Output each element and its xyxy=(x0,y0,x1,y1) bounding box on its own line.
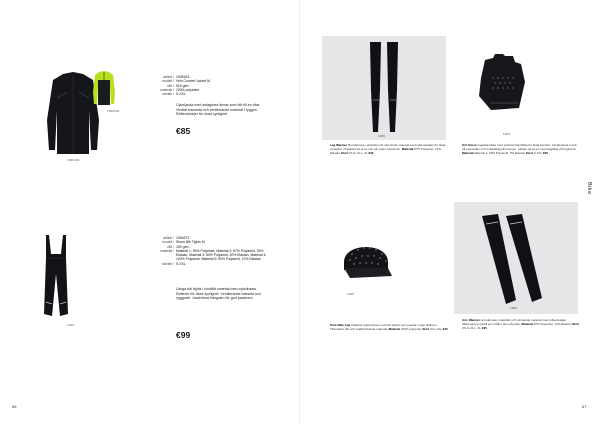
spec-value: S-XXL xyxy=(176,261,186,266)
spec-row xyxy=(148,249,270,262)
right-page xyxy=(300,0,600,424)
glove-material: Material 1: 95% Polyamid, 5% Elastan xyxy=(474,151,526,156)
cap-text: Klassisk cykelmössa med kort skärm som passar under hjälmen. Tillverkad i lätt och snabbtorkande material. xyxy=(330,323,438,332)
spec-row xyxy=(148,92,238,96)
spec-label: modell / xyxy=(162,79,174,84)
legwarmer-price: €32 xyxy=(368,151,374,156)
spec-label: modell / xyxy=(162,240,174,245)
spec-label: artikel / xyxy=(163,75,174,79)
legwarmer-image xyxy=(366,40,402,136)
legwarmer-size: XS-S, M-L, XL xyxy=(348,151,368,156)
spec-label: storlek / xyxy=(162,261,174,266)
image-code: 1906164 xyxy=(107,109,120,113)
section-label: Bike xyxy=(586,182,592,195)
product2-price: €99 xyxy=(176,330,191,340)
armwarmer-size: XS-S, M-L, XL xyxy=(462,326,482,331)
size-label: Storl xyxy=(572,322,580,327)
cap-description xyxy=(330,323,448,331)
legwarmer-title: Leg Warmer xyxy=(330,143,348,147)
armwarmer-description xyxy=(462,318,580,330)
spec-label: material / xyxy=(160,87,174,92)
product1-price: €85 xyxy=(176,126,191,136)
page-number: 67 xyxy=(582,404,587,409)
size-label: Storl xyxy=(340,151,348,156)
glove-title: Grit Glove xyxy=(462,143,477,147)
image-code: 1905 xyxy=(67,323,75,327)
cap-size: One size xyxy=(430,327,442,332)
spec-value: 1906372 xyxy=(176,236,190,240)
product1-specs xyxy=(148,75,238,96)
legwarmer-material: 87% Polyester, 13% Elastan xyxy=(330,147,441,156)
cap-material: 100% polyester xyxy=(400,327,422,332)
glove-size: S-XXL xyxy=(533,151,543,156)
cap-image xyxy=(336,234,396,286)
material-label: Material xyxy=(388,327,400,332)
spec-value: S-XXL xyxy=(176,92,186,97)
glove-price: €25 xyxy=(542,151,548,156)
spec-value: 1906163 xyxy=(176,75,190,79)
legwarmer-image-box xyxy=(322,36,446,140)
jacket-yellow-image xyxy=(92,70,116,106)
glove-text: Cykelhandske med polstrad handflata för ökad komfort. Ventilerande mesh på ovansidan och frottédetalj på tummen. Lättare att ta av med dragflikar på fingrarna. xyxy=(462,143,577,152)
armwarmer-title: Arm Warmer xyxy=(462,318,480,322)
armwarmer-text: Armvärmare i elastiskt och värmande material med reflexdetaljer. Silikongrepp upptill som håller dem på plats. xyxy=(462,318,567,327)
material-label: Material xyxy=(521,322,533,327)
product1-description: Cykeljacka med avtagbara ärmar som blir till en väst. Vindtät framsida och ventilerande material i ryggen. Reflexdetaljer för ökad synlighet. xyxy=(176,103,261,117)
cap-title: Pure Bike Cap xyxy=(330,323,351,327)
glove-description xyxy=(462,143,580,155)
cap-price: €15 xyxy=(442,327,448,332)
spec-label: material / xyxy=(160,248,174,253)
spec-value: 150 g/m² xyxy=(176,244,190,249)
material-label: Material xyxy=(401,147,414,152)
spec-label: artikel / xyxy=(163,236,174,240)
spec-label: vikt / xyxy=(167,83,174,88)
spec-value: Storm Bib Tights M xyxy=(176,240,205,245)
legwarmer-text: Benvärmare i elastiskt och värmande material med reflexdetaljer för ökad synlighet. Praktiska att ta av och på under cykelturen. xyxy=(330,143,446,152)
spec-label: vikt / xyxy=(167,244,174,249)
size-label: Storl xyxy=(422,327,430,332)
spec-value: Material 1: 96% Polyester, Material 2: 67% Polyamid, 33% Elastan, Material 3: 80% Polyamid, 20% Elastan, Material 4: 100% Polyamid, Material 5: 90% Polyamid, 10% Elastan xyxy=(176,248,267,262)
bib-tights-image xyxy=(38,234,74,318)
page-number: 66 xyxy=(12,404,17,409)
glove-image xyxy=(475,48,531,128)
spec-row xyxy=(148,262,270,266)
image-code: 1905 xyxy=(510,306,518,310)
product2-description: Långa bib tights i vindtätt material med cykelinsats. Reflexer för ökad synlighet. Ventilerande baksida och ryggparti. Justerbara hängslen för god passform. xyxy=(176,287,261,301)
spec-value: 100% polyester xyxy=(176,87,200,92)
legwarmer-description xyxy=(330,143,448,155)
size-label: Storl xyxy=(525,151,533,156)
image-code: 1905 xyxy=(378,134,386,138)
armwarmer-material: 87% Polyester, 13% Elastan xyxy=(533,322,572,327)
armwarmer-image-box xyxy=(454,202,578,314)
spec-label: storlek / xyxy=(162,92,174,97)
material-label: Material xyxy=(462,151,474,156)
armwarmer-price: €25 xyxy=(481,326,487,331)
image-code: 1905 xyxy=(503,132,511,136)
spec-value: 515 g/m² xyxy=(176,83,190,88)
armwarmer-image xyxy=(476,210,556,310)
image-code: 1906163 xyxy=(67,158,80,162)
product2-specs xyxy=(148,236,270,266)
spec-value: Velo Convert Jacket M xyxy=(176,79,210,84)
image-code: 1905 xyxy=(347,292,355,296)
